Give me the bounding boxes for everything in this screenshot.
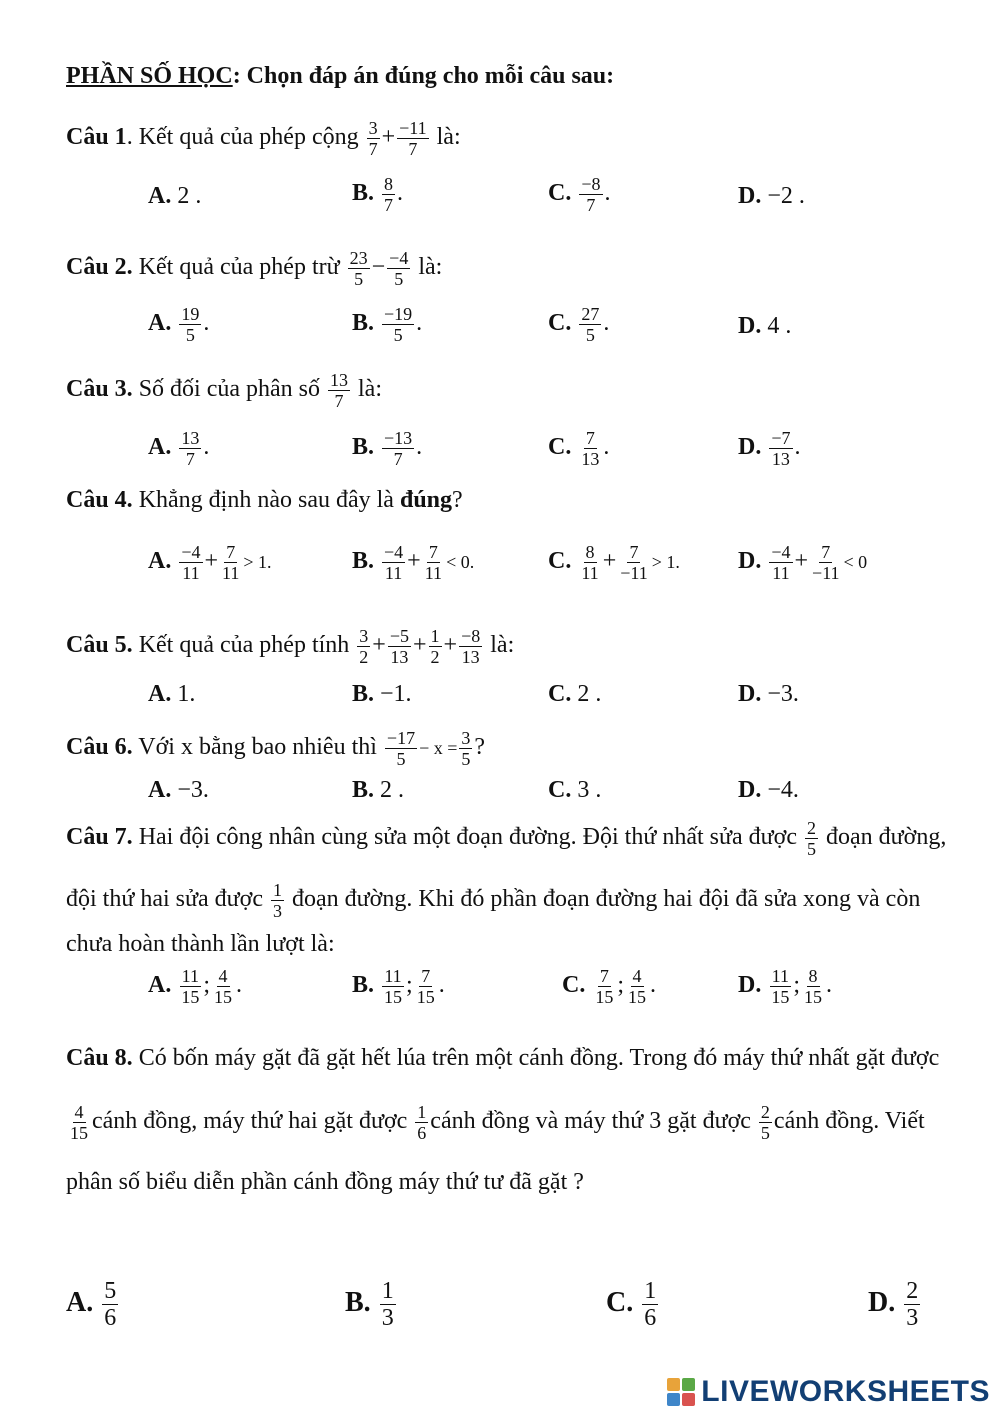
q6-option-d[interactable]: D. −4.	[738, 777, 799, 803]
fraction: $\frac{-11}{7}$	[399, 118, 427, 159]
liveworksheets-logo	[667, 1375, 990, 1409]
fraction: $\frac{3}{7}$	[368, 118, 378, 159]
liveworksheets-logo-icon	[667, 1378, 695, 1406]
question-4: Câu 4. Khẳng định nào sau đây là đúng?	[66, 487, 463, 513]
q2-option-d[interactable]: D. 4 .	[738, 313, 792, 339]
logo-square-4	[682, 1393, 695, 1406]
question-3: Câu 3. Số đối của phân số $\frac{13}{7}$ là:	[66, 370, 382, 411]
q5-option-d[interactable]: D. −3.	[738, 681, 799, 707]
q8-option-b[interactable]: B. $\frac{1}{3}$	[345, 1278, 394, 1331]
question-8-line-2: $\frac{4}{15}$ cánh đồng, máy thứ hai gặt được $\frac{1}{6}$ cánh đồng và máy thứ 3 gặt được $\frac{2}{5}$ cánh đồng. Viết	[70, 1102, 925, 1143]
q3-option-c[interactable]: C. $\frac{7}{13}$ .	[548, 428, 610, 469]
q6-option-a[interactable]: A. −3.	[148, 777, 209, 803]
fraction: $\frac{-4}{5}$	[389, 248, 409, 289]
q7-option-c[interactable]: C. $\frac{7}{15}$ ; $\frac{4}{15}$ .	[562, 966, 657, 1007]
q7-option-a[interactable]: A. $\frac{11}{15}$ ; $\frac{4}{15}$ .	[148, 966, 243, 1007]
q5-option-a[interactable]: A. 1.	[148, 681, 196, 707]
q5-option-b[interactable]: B. −1.	[352, 681, 412, 707]
q8-option-a[interactable]: A. $\frac{5}{6}$	[66, 1278, 117, 1331]
q4-option-b[interactable]: B. $\frac{-4}{11}$ + $\frac{7}{11}$ < 0.	[352, 542, 475, 583]
q3-option-d[interactable]: D. $\frac{-7}{13}$ .	[738, 428, 801, 469]
question-7-line-1: Câu 7. Hai đội công nhân cùng sửa một đoạn đường. Đội thứ nhất sửa được $\frac{2}{5}$ đoạn đường,	[66, 818, 947, 859]
q2-option-c[interactable]: C. $\frac{27}{5}$ .	[548, 304, 610, 345]
question-8-line-1: Câu 8. Có bốn máy gặt đã gặt hết lúa trên một cánh đồng. Trong đó máy thứ nhất gặt được	[66, 1045, 940, 1071]
logo-text: LIVEWORKSHEETS	[701, 1375, 990, 1408]
question-2: Câu 2. Kết quả của phép trừ $\frac{23}{5}$ − $\frac{-4}{5}$ là:	[66, 248, 443, 289]
q5-option-c[interactable]: C. 2 .	[548, 681, 602, 707]
q1-option-d[interactable]: D. −2 .	[738, 183, 805, 209]
question-7-line-2: đội thứ hai sửa được $\frac{1}{3}$ đoạn đường. Khi đó phần đoạn đường hai đội đã sửa xong và còn	[66, 880, 921, 921]
q8-option-c[interactable]: C. $\frac{1}{6}$	[606, 1278, 657, 1331]
q4-option-d[interactable]: D. $\frac{-4}{11}$ + $\frac{7}{-11}$ < 0	[738, 542, 868, 583]
q3-option-a[interactable]: A. $\frac{13}{7}$ .	[148, 428, 210, 469]
logo-square-2	[682, 1378, 695, 1391]
question-8-line-3: phân số biểu diễn phần cánh đồng máy thứ tư đã gặt ?	[66, 1169, 584, 1195]
logo-square-1	[667, 1378, 680, 1391]
q1-option-a[interactable]: A. 2 .	[148, 183, 202, 209]
q3-option-b[interactable]: B. $\frac{-13}{7}$ .	[352, 428, 423, 469]
question-1: Câu 1. Kết quả của phép cộng $\frac{3}{7}$ + $\frac{-11}{7}$ là:	[66, 118, 461, 159]
q7-option-d[interactable]: D. $\frac{11}{15}$ ; $\frac{8}{15}$ .	[738, 966, 833, 1007]
q4-option-a[interactable]: A. $\frac{-4}{11}$ + $\frac{7}{11}$ > 1.	[148, 542, 272, 583]
q4-option-c[interactable]: C. $\frac{8}{11}$ + $\frac{7}{-11}$ > 1.	[548, 542, 680, 583]
question-5: Câu 5. Kết quả của phép tính $\frac{3}{2}$ + $\frac{-5}{13}$ + $\frac{1}{2}$ + $\frac{-8}{13}$ là:	[66, 626, 515, 667]
q7-option-b[interactable]: B. $\frac{11}{15}$ ; $\frac{7}{15}$ .	[352, 966, 445, 1007]
q1-option-c[interactable]: C. $\frac{-8}{7}$ .	[548, 174, 611, 215]
q6-option-c[interactable]: C. 3 .	[548, 777, 602, 803]
q8-option-d[interactable]: D. $\frac{2}{3}$	[868, 1278, 919, 1331]
logo-square-3	[667, 1393, 680, 1406]
fraction: $\frac{23}{5}$	[349, 248, 368, 289]
q1-option-b[interactable]: B. $\frac{8}{7}$ .	[352, 174, 404, 215]
q2-option-b[interactable]: B. $\frac{-19}{5}$ .	[352, 304, 423, 345]
fraction: $\frac{13}{7}$	[330, 370, 348, 411]
question-7-line-3: chưa hoàn thành lần lượt là:	[66, 931, 335, 957]
q2-option-a[interactable]: A. $\frac{19}{5}$ .	[148, 304, 210, 345]
q6-option-b[interactable]: B. 2 .	[352, 777, 405, 803]
question-6: Câu 6. Với x bằng bao nhiêu thì $\frac{-17}{5}$ − x = $\frac{3}{5}$ ?	[66, 728, 486, 769]
section-title: PHẦN SỐ HỌC: Chọn đáp án đúng cho mỗi câu sau:	[66, 63, 615, 89]
